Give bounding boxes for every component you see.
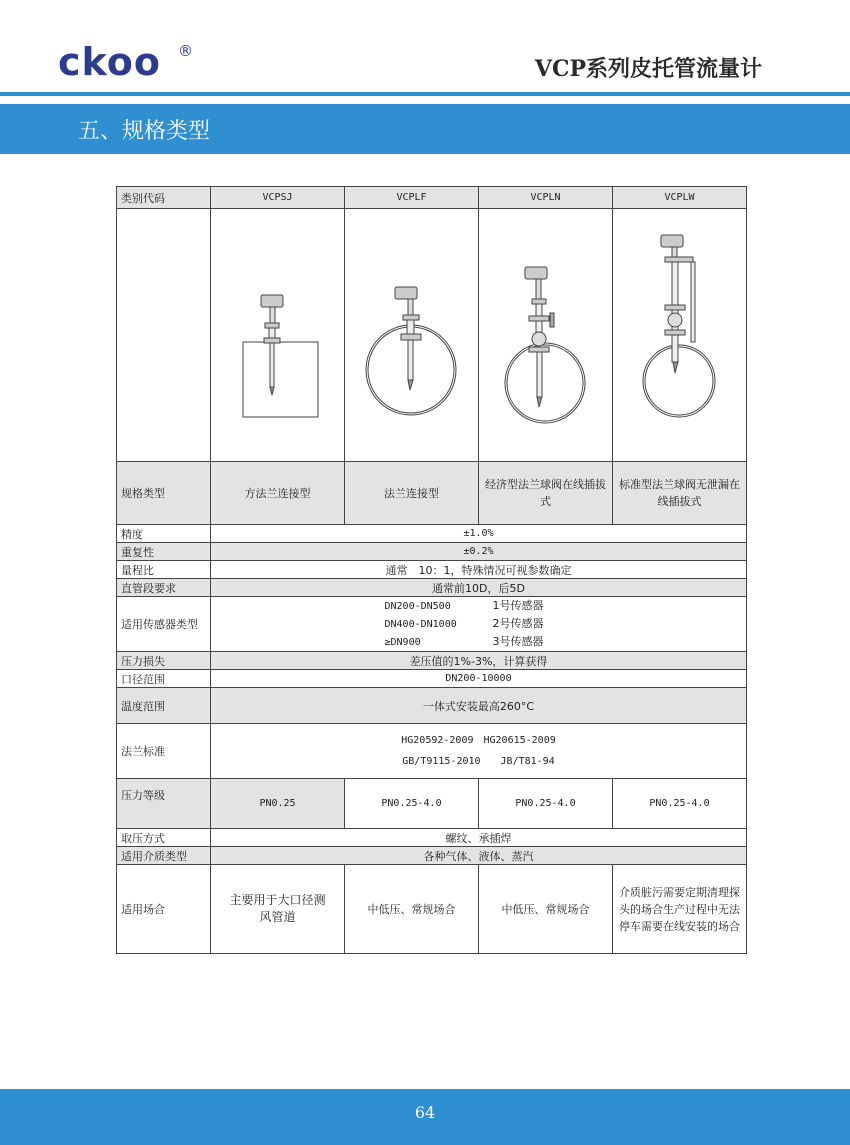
application-cell: 中低压、常规场合 (479, 865, 613, 954)
row-label: 法兰标准 (117, 724, 211, 779)
model-code: VCPLN (479, 187, 613, 209)
diagram-cell (211, 209, 345, 462)
sensor-number: 2号传感器 (492, 617, 544, 630)
table-row (117, 688, 747, 724)
spec-table (116, 186, 747, 954)
pressure-class-cell: PN0.25-4.0 (613, 779, 747, 829)
spec-type-cell: 法兰连接型 (345, 462, 479, 525)
spec-type-cell: 标准型法兰球阀无泄漏在线插拔式 (613, 462, 747, 525)
sensor-range: DN200-DN500 (384, 601, 451, 612)
row-label: 类别代码 (117, 187, 211, 209)
row-label: 量程比 (117, 561, 211, 579)
vcpln-diagram (483, 215, 609, 455)
vcplf-diagram (349, 215, 475, 455)
page-header (0, 0, 850, 95)
row-label: 规格类型 (117, 462, 211, 525)
table-row (117, 670, 747, 688)
row-label: 适用传感器类型 (117, 597, 211, 652)
range-ratio-value: 通常 10：1，特殊情况可视参数确定 (211, 561, 747, 579)
flange-line: HG20592-2009 HG20615-2009 (401, 735, 556, 746)
tapping-value: 螺纹、承插焊 (211, 829, 747, 847)
vcplw-diagram (617, 215, 743, 455)
model-code: VCPLW (613, 187, 747, 209)
accuracy-value: ±1.0% (211, 525, 747, 543)
table-row (117, 847, 747, 865)
pressure-class-cell: PN0.25-4.0 (479, 779, 613, 829)
table-row (117, 561, 747, 579)
table-row (117, 597, 747, 652)
model-code: VCPLF (345, 187, 479, 209)
table-row (117, 462, 747, 525)
spec-type-cell: 经济型法兰球阀在线插拔式 (479, 462, 613, 525)
flange-line: GB/T9115-2010 JB/T81-94 (402, 756, 555, 767)
table-row (117, 187, 747, 209)
row-label: 压力等级 (117, 779, 211, 829)
spec-type-cell: 方法兰连接型 (211, 462, 345, 525)
sensor-number: 3号传感器 (492, 635, 544, 648)
table-row (117, 525, 747, 543)
repeatability-value: ±0.2% (211, 543, 747, 561)
diagram-cell (345, 209, 479, 462)
pressure-loss-value: 差压值的1%-3%，计算获得 (211, 652, 747, 670)
diagram-cell (479, 209, 613, 462)
application-cell: 中低压、常规场合 (345, 865, 479, 954)
straight-pipe-value: 通常前10D，后5D (211, 579, 747, 597)
brand-logo: ckoo (58, 40, 161, 84)
temperature-value: 一体式安装最高260°C (211, 688, 747, 724)
table-row (117, 829, 747, 847)
vcpsj-diagram (215, 215, 341, 455)
image-row (117, 209, 747, 462)
sensor-cell (211, 597, 747, 652)
sensor-range: DN400-DN1000 (384, 619, 457, 630)
table-row (117, 543, 747, 561)
section-title: 五、规格类型 (78, 119, 211, 144)
empty-cell (117, 209, 211, 462)
row-label: 口径范围 (117, 670, 211, 688)
diagram-cell (613, 209, 747, 462)
table-row (117, 779, 747, 829)
table-row (117, 652, 747, 670)
row-label: 直管段要求 (117, 579, 211, 597)
pressure-class-cell: PN0.25-4.0 (345, 779, 479, 829)
registered-mark: ® (178, 42, 193, 60)
model-code: VCPSJ (211, 187, 345, 209)
row-label: 温度范围 (117, 688, 211, 724)
row-label: 取压方式 (117, 829, 211, 847)
sensor-range: ≥DN900 (384, 637, 421, 648)
table-row (117, 579, 747, 597)
row-label: 精度 (117, 525, 211, 543)
header-rule (0, 92, 850, 96)
row-label: 适用介质类型 (117, 847, 211, 865)
medium-value: 各种气体、液体、蒸汽 (211, 847, 747, 865)
table-row (117, 865, 747, 954)
document-title: VCP系列皮托管流量计 (534, 56, 762, 82)
row-label: 压力损失 (117, 652, 211, 670)
row-label: 适用场合 (117, 865, 211, 954)
diameter-value: DN200-10000 (211, 670, 747, 688)
sensor-number: 1号传感器 (492, 599, 544, 612)
application-cell: 主要用于大口径测风管道 (211, 865, 345, 954)
application-cell: 介质脏污需要定期清理探头的场合生产过程中无法停车需要在线安装的场合 (613, 865, 747, 954)
row-label: 重复性 (117, 543, 211, 561)
page-number: 64 (414, 1103, 436, 1122)
table-row (117, 724, 747, 779)
flange-cell (211, 724, 747, 779)
pressure-class-cell: PN0.25 (211, 779, 345, 829)
